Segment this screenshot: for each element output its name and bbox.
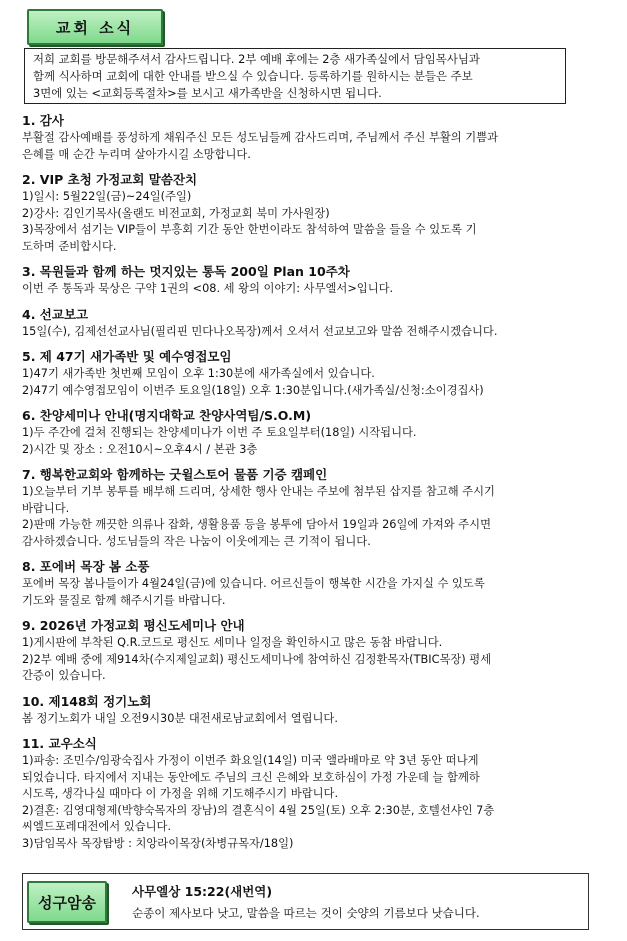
news-section bbox=[22, 466, 587, 550]
section-text-line: 시도록, 생각나실 때마다 이 가정을 위해 기도해주시기 바랍니다. bbox=[22, 787, 339, 800]
section-text-line: 되었습니다. 타지에서 지내는 동안에도 주님의 크신 은혜와 보호하심이 가정 가운데 늘 함께하 bbox=[22, 770, 480, 784]
news-section bbox=[22, 617, 587, 685]
news-section bbox=[22, 735, 587, 852]
section-text-line: 씨엘드포레대전에서 있습니다. bbox=[22, 820, 172, 833]
news-section bbox=[22, 407, 587, 458]
welcome-line: 저희 교회를 방문해주셔서 감사드립니다. 2부 예배 후에는 2층 새가족실에서 담임목사님과 bbox=[33, 52, 480, 66]
section-text-line: 1)게시판에 부착된 Q.R.코드로 평신도 세미나 일정을 확인하시고 많은 동참 바랍니다. bbox=[22, 636, 443, 649]
welcome-line: 3면에 있는 <교회등록절차>를 보시고 새가족반을 신청하시면 됩니다. bbox=[33, 86, 382, 100]
section-text-line: 도하며 준비합시다. bbox=[22, 239, 117, 253]
memory-verse-text: 순종이 제사보다 낫고, 말씀을 따르는 것이 숫양의 기름보다 낫습니다. bbox=[132, 906, 480, 920]
memory-verse-box bbox=[22, 873, 589, 930]
section-text-line: 봄 정기노회가 내일 오전9시30분 대전새로남교회에서 열립니다. bbox=[22, 711, 338, 725]
memory-verse-reference: 사무엘상 15:22(새번역) bbox=[132, 884, 273, 899]
section-text-line: 3)목장에서 섬기는 VIP들이 부흥회 기간 동안 한번이라도 참석하여 말씀을 들을 수 있도록 기 bbox=[22, 223, 477, 236]
section-text-line: 2)결혼: 김영대형제(박향숙목자의 장남)의 결혼식이 4월 25일(토) 오후 2:30분, 호텔선샤인 7층 bbox=[22, 803, 495, 817]
news-section bbox=[22, 112, 587, 163]
section-text-line: 은혜를 매 순간 누리며 살아가시길 소망합니다. bbox=[22, 147, 251, 161]
section-title: 7. 행복한교회와 함께하는 굿윌스토어 물품 기증 캠페인 bbox=[22, 467, 328, 482]
section-title: 11. 교우소식 bbox=[22, 736, 97, 751]
news-section bbox=[22, 263, 587, 298]
section-title: 4. 선교보고 bbox=[22, 306, 89, 322]
section-title: 6. 찬양세미나 안내(명지대학교 찬양사역팀/S.O.M) bbox=[22, 408, 312, 423]
section-text-line: 1)오늘부터 기부 봉투를 배부해 드리며, 상세한 행사 안내는 주보에 첨부된 삽지를 참고해 주시기 bbox=[22, 485, 495, 498]
section-text-line: 1)파송: 조민수/임광숙집사 가정이 이번주 화요일(14일) 미국 앨라배마로 약 3년 동안 떠나게 bbox=[22, 754, 479, 767]
section-text-line: 1)47기 새가족반 첫번째 모임이 오후 1:30분에 새가족실에서 있습니다. bbox=[22, 367, 375, 380]
news-section bbox=[22, 171, 587, 255]
section-title: 3. 목원들과 함께 하는 멋지있는 통독 200일 Plan 10주차 bbox=[22, 264, 350, 279]
section-text-line: 2)판매 가능한 깨끗한 의류나 잡화, 생활용품 등을 봉투에 담아서 19일과 26일에 가져와 주시면 bbox=[22, 518, 491, 531]
memory-verse-badge bbox=[27, 881, 107, 923]
welcome-line: 함께 식사하며 교회에 대한 안내를 받으실 수 있습니다. 등록하기를 원하시는 분들은 주보 bbox=[33, 69, 473, 83]
news-section bbox=[22, 693, 587, 728]
section-text-line: 2)47기 예수영접모임이 이번주 토요일(18일) 오후 1:30분입니다.(새가족실/신청:소이경집사) bbox=[22, 383, 484, 397]
news-section bbox=[22, 558, 587, 609]
news-section bbox=[22, 306, 587, 341]
memory-verse-badge-label: 성구암송 bbox=[38, 893, 96, 912]
section-text-line: 포에버 목장 봄나들이가 4월24일(금)에 있습니다. 어르신들이 행복한 시간을 가지실 수 있도록 bbox=[22, 577, 485, 590]
news-sections bbox=[22, 112, 587, 860]
section-text-line: 바랍니다. bbox=[22, 501, 70, 515]
section-title: 1. 감사 bbox=[22, 113, 64, 128]
page-title: 교회 소식 bbox=[55, 18, 135, 37]
section-text-line: 감사하겠습니다. 성도님들의 작은 나눔이 이웃에게는 큰 기적이 됩니다. bbox=[22, 534, 371, 548]
section-title: 10. 제148회 정기노회 bbox=[22, 693, 152, 709]
section-title: 8. 포에버 목장 봄 소풍 bbox=[22, 559, 150, 574]
section-text-line: 2)2부 예배 중에 제914차(수지제일교회) 평신도세미나에 참여하신 김정환목자(TBIC목장) 평세 bbox=[22, 652, 492, 666]
news-section bbox=[22, 348, 587, 399]
welcome-notice-box bbox=[24, 48, 566, 104]
section-text-line: 1)일시: 5월22일(금)~24일(주일) bbox=[22, 190, 192, 203]
section-text-line: 2)시간 및 장소 : 오전10시~오후4시 / 본관 3층 bbox=[22, 442, 258, 456]
section-text-line: 부활절 감사예배를 풍성하게 채워주신 모든 성도님들께 감사드리며, 주님께서 주신 부활의 기쁨과 bbox=[22, 131, 499, 144]
section-text-line: 기도와 물질로 함께 해주시기를 바랍니다. bbox=[22, 593, 226, 607]
section-text-line: 이번 주 통독과 묵상은 구약 1권의 <08. 세 왕의 이야기: 사무엘서>입니다. bbox=[22, 282, 394, 295]
section-title: 9. 2026년 가정교회 평신도세미나 안내 bbox=[22, 618, 245, 633]
page-title-badge bbox=[27, 9, 163, 45]
section-text-line: 3)담임목사 목장탐방 : 치앙라이목장(차병규목자/18일) bbox=[22, 836, 294, 850]
section-title: 2. VIP 초청 가정교회 말씀잔치 bbox=[22, 172, 198, 187]
section-text-line: 2)강사: 김인기목사(올랜도 비전교회, 가정교회 북미 가사원장) bbox=[22, 206, 330, 220]
section-text-line: 15일(수), 김제선선교사님(필리핀 민다나오목장)께서 오셔서 선교보고와 말씀 전해주시겠습니다. bbox=[22, 324, 498, 338]
section-title: 5. 제 47기 새가족반 및 예수영접모임 bbox=[22, 349, 232, 364]
section-text-line: 1)두 주간에 걸쳐 진행되는 찬양세미나가 이번 주 토요일부터(18일) 시작됩니다. bbox=[22, 426, 417, 439]
section-text-line: 간증이 있습니다. bbox=[22, 669, 106, 682]
